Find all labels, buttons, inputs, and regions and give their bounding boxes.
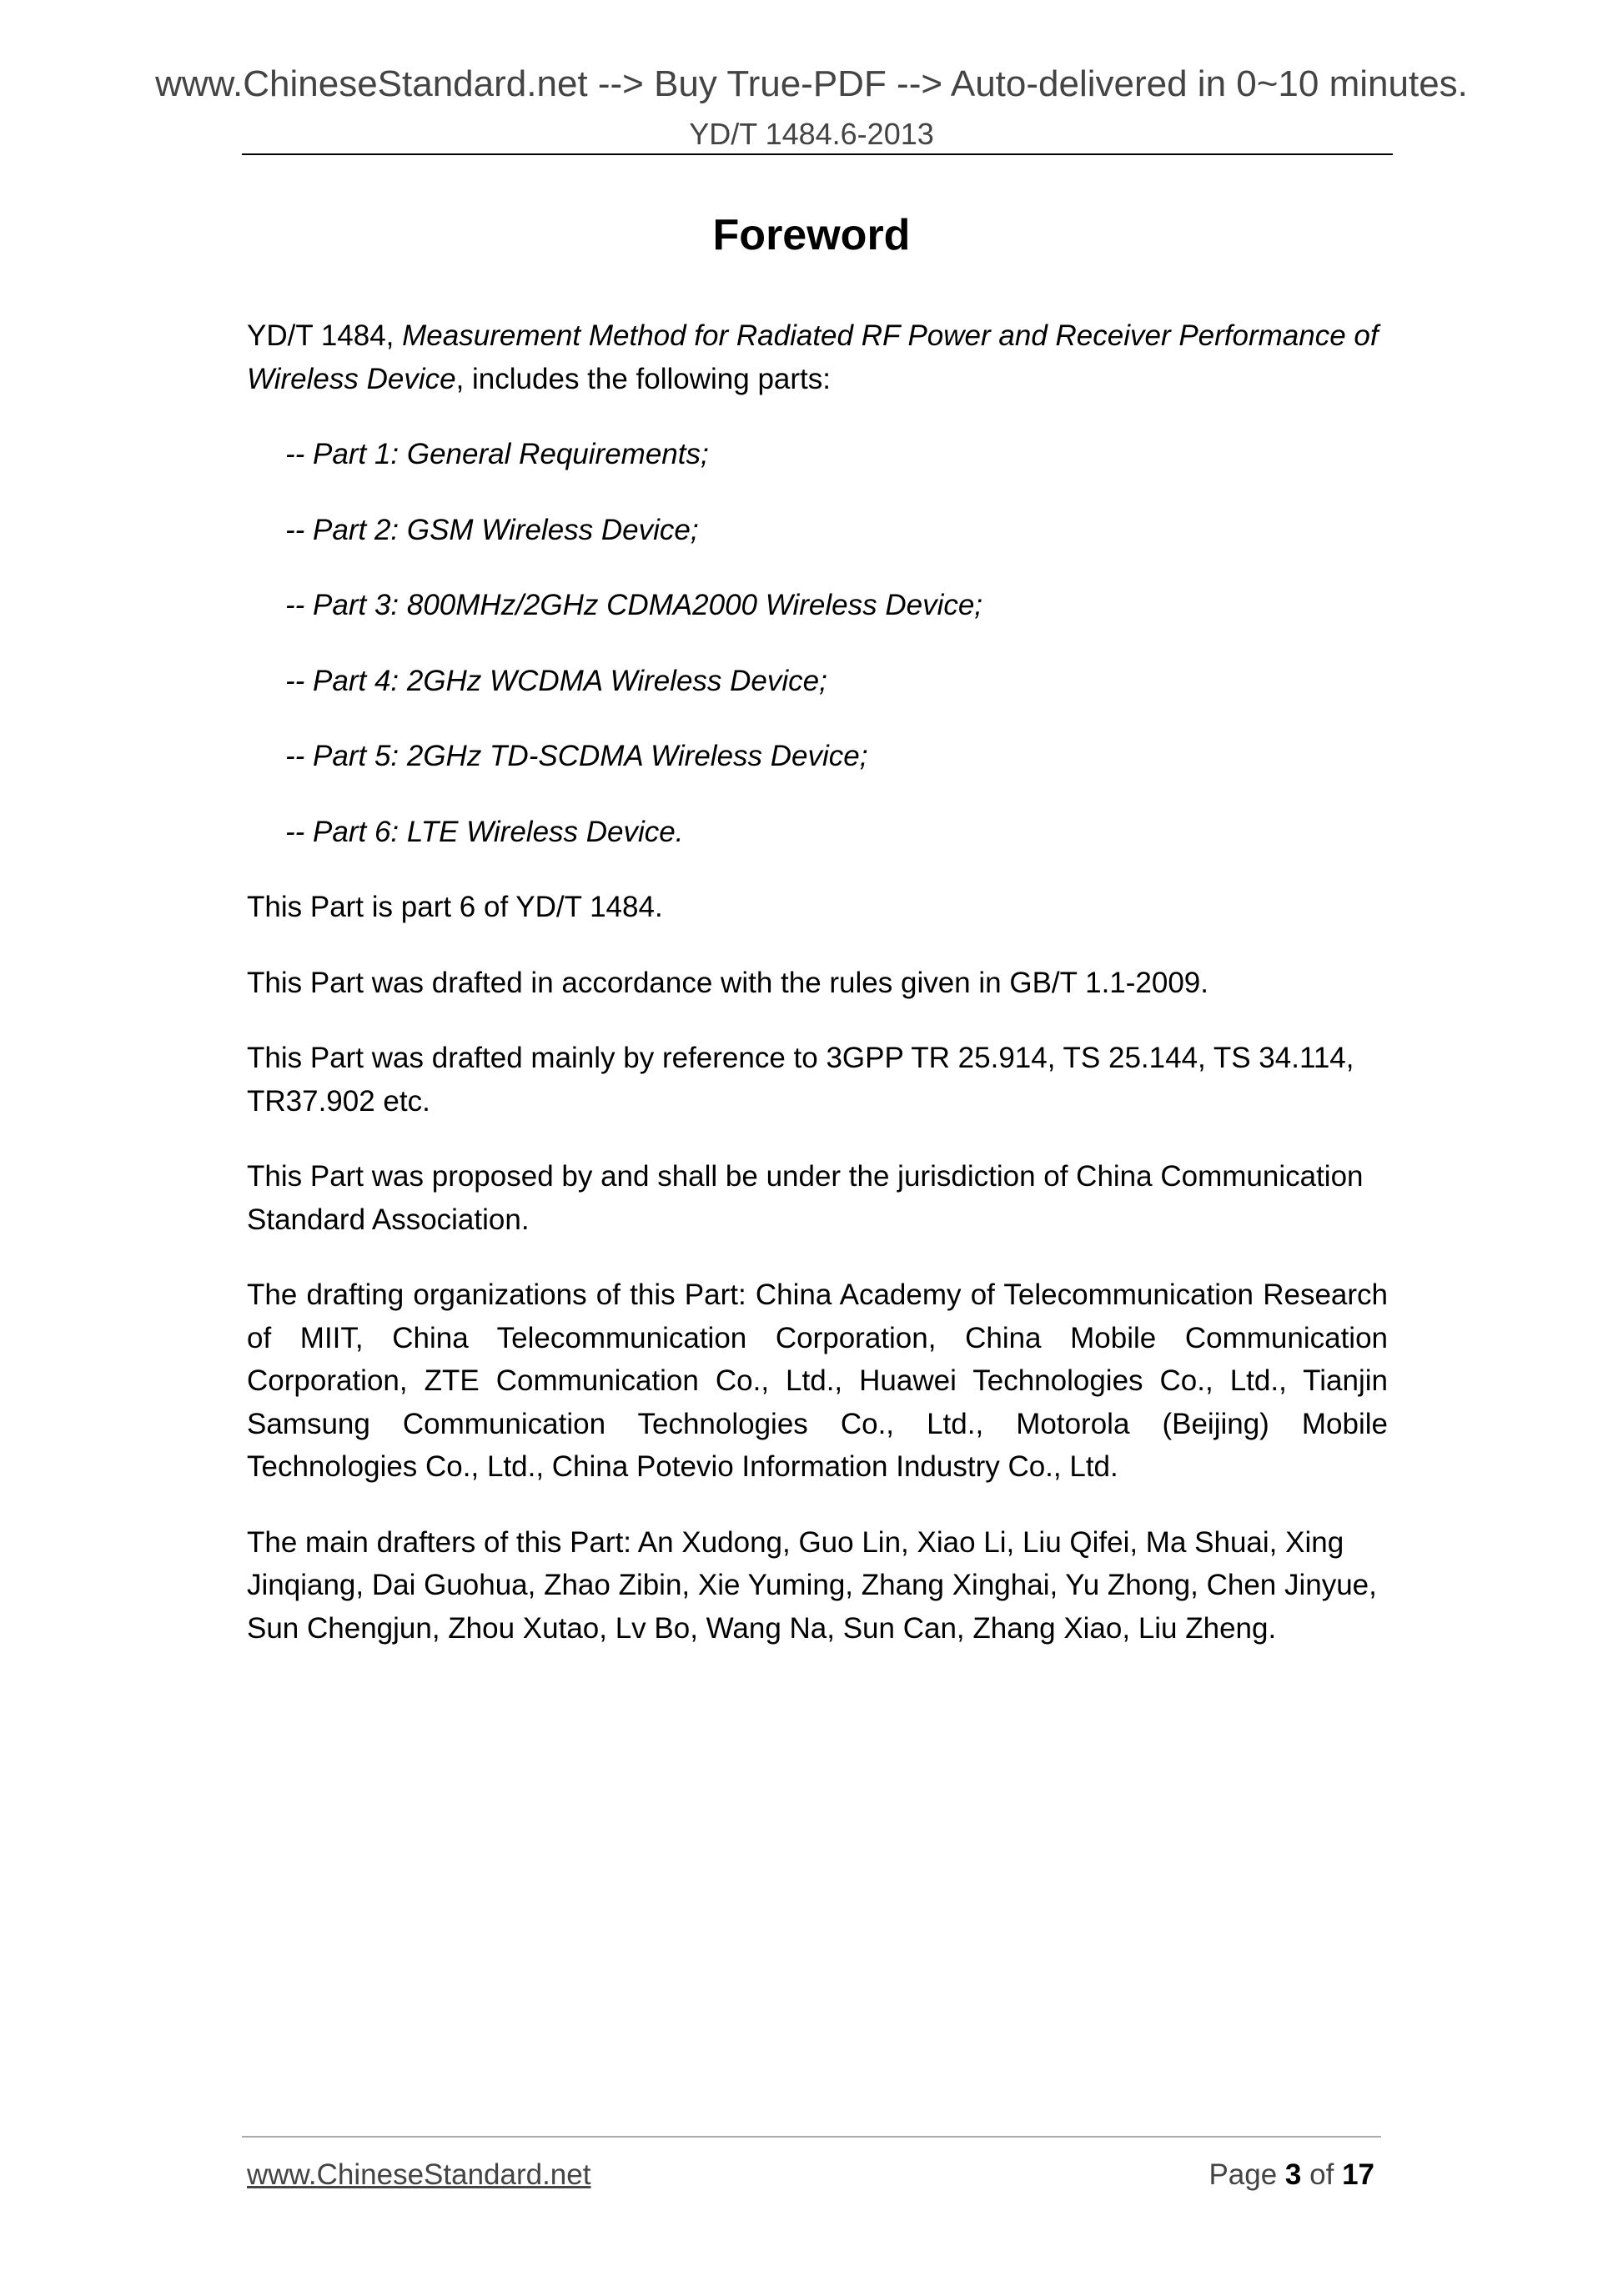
parts-list — [247, 433, 1388, 853]
part-number-paragraph: This Part is part 6 of YD/T 1484. — [247, 891, 663, 923]
standard-number: YD/T 1484.6-2013 — [689, 117, 934, 151]
page-of-label: of — [1309, 2158, 1334, 2191]
document-body — [247, 314, 1388, 1682]
drafting-organizations-paragraph: The drafting organizations of this Part: China Academy of Telecommunication Research of MIIT, China Telecommunication Corporation, China Mobile Communication Corporation, ZTE Communication Co., Ltd., Huawei Technologies Co., Ltd., Tianjin Samsung Communication Technologies Co., Ltd., Motorola (Beijing) Mobile Technologies Co., Ltd., China Potevio Information Industry Co., Ltd. — [247, 1279, 1388, 1483]
intro-suffix: , includes the following parts: — [455, 362, 831, 395]
list-item: -- Part 3: 800MHz/2GHz CDMA2000 Wireless Device; — [285, 589, 983, 621]
header-divider — [242, 153, 1393, 155]
list-item: -- Part 4: 2GHz WCDMA Wireless Device; — [285, 664, 827, 697]
page-label: Page — [1208, 2158, 1278, 2191]
total-pages-number: 17 — [1342, 2158, 1374, 2191]
header-banner: www.ChineseStandard.net --> Buy True-PDF --> Auto-delivered in 0~10 minutes. — [155, 63, 1468, 104]
references-paragraph: This Part was drafted mainly by reference to 3GPP TR 25.914, TS 25.144, TS 34.114, TR37.902 etc. — [247, 1042, 1354, 1118]
drafting-rules-paragraph: This Part was drafted in accordance with the rules given in GB/T 1.1-2009. — [247, 966, 1209, 999]
footer-site-link[interactable]: www.ChineseStandard.net — [247, 2158, 591, 2191]
list-item: -- Part 6: LTE Wireless Device. — [285, 815, 684, 848]
list-item: -- Part 1: General Requirements; — [285, 438, 709, 470]
intro-paragraph — [247, 314, 1388, 400]
drafters-paragraph: The main drafters of this Part: An Xudong, Guo Lin, Xiao Li, Liu Qifei, Ma Shuai, Xing Jinqiang, Dai Guohua, Zhao Zibin, Xie Yuming, Zhang Xinghai, Yu Zhong, Chen Jinyue, Sun Chengjun, Zhou Xutao, Lv Bo, Wang Na, Sun Can, Zhang Xiao, Liu Zheng. — [247, 1525, 1377, 1645]
intro-prefix: YD/T 1484, — [247, 319, 403, 352]
footer-divider — [242, 2136, 1381, 2138]
page-indicator — [1208, 2158, 1374, 2192]
page-title: Foreword — [712, 211, 911, 259]
intro-doc-title: Measurement Method for Radiated RF Power and Receiver Performance of Wireless Device — [247, 319, 1379, 395]
current-page-number: 3 — [1284, 2158, 1302, 2191]
jurisdiction-paragraph: This Part was proposed by and shall be under the jurisdiction of China Communication Standard Association. — [247, 1160, 1364, 1236]
list-item: -- Part 2: GSM Wireless Device; — [285, 513, 699, 546]
list-item: -- Part 5: 2GHz TD-SCDMA Wireless Device; — [285, 740, 868, 772]
